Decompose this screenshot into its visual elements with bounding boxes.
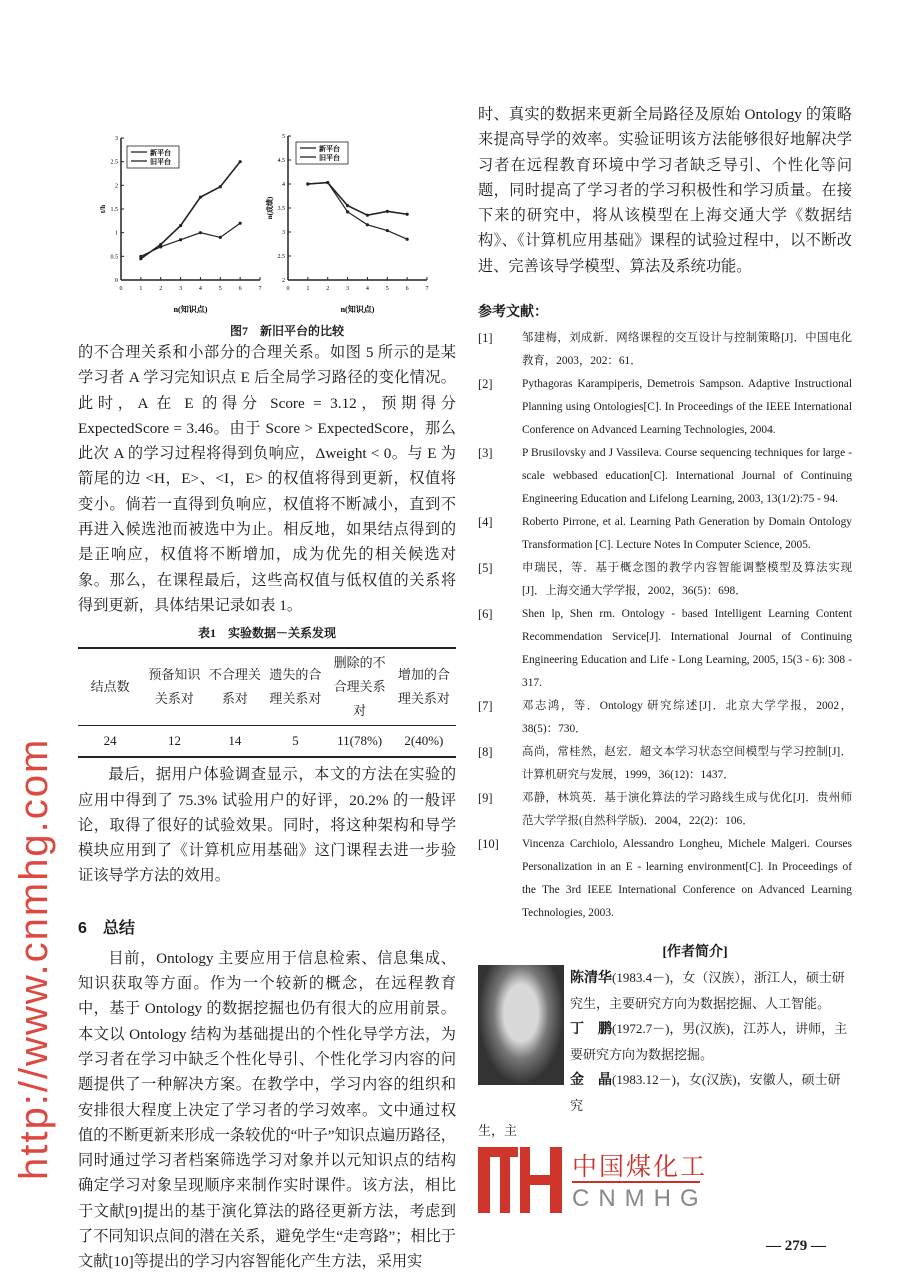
y-tick-label: 3.5 [277, 206, 285, 212]
data-point [239, 160, 242, 163]
reference-number: [9] [478, 791, 493, 806]
page-number: — 279 — [766, 1238, 826, 1254]
x-tick-label: 5 [218, 286, 222, 292]
reference-number: [7] [478, 699, 493, 714]
logo-text-en: CNMHG [572, 1185, 708, 1213]
author-bio-title: [作者简介] [662, 945, 728, 961]
table-header: 结点数 [90, 679, 130, 695]
x-tick-label: 7 [258, 286, 262, 292]
table-cell: 24 [103, 733, 117, 749]
y-axis-label: t/h [99, 204, 107, 214]
reference-item [478, 741, 852, 787]
author-photo [478, 965, 564, 1085]
x-tick-label: 3 [346, 286, 350, 292]
data-point [386, 229, 389, 232]
y-axis-label: n(成绩) [266, 196, 274, 220]
table-cell: 14 [228, 733, 242, 749]
table-cell: 5 [292, 733, 299, 749]
data-point [179, 238, 182, 241]
x-tick-label: 2 [326, 286, 330, 292]
references-list [478, 327, 852, 925]
author-desc: (1983.12－)，女(汉族)，安徽人，硕士研究 [570, 1072, 841, 1114]
watermark: http://www.cnmhg.com [12, 737, 56, 1180]
paragraph: 最后，据用户体验调查显示，本文的方法在实验的应用中得到了 75.3% 试验用户的好评，20.2% 的一般评论，取得了很好的试验效果。同时，将这种架构和导学模块应用到了《计算机应用基础》这门课程去进一步验证该导学方法的效用。 [78, 766, 456, 885]
reference-number: [10] [478, 837, 499, 852]
x-tick-label: 5 [385, 286, 389, 292]
reference-item [478, 695, 852, 741]
legend-label: 旧平台 [319, 154, 340, 162]
data-point [199, 196, 202, 199]
reference-item [478, 327, 852, 373]
figure-caption: 图7 新旧平台的比较 [230, 324, 345, 338]
series-line [141, 162, 240, 259]
reference-text: P Brusilovsky and J Vassileva. Course sequencing techniques for large - scale webbased education[C]. International Journal of Continuing Engineering Education and Lifelong Learning, 2003, 13(1/2):75 - 94. [522, 447, 852, 506]
series-line [308, 183, 407, 216]
author-bio-lines [570, 965, 852, 1118]
y-tick-label: 2.5 [277, 254, 285, 260]
reference-number: [6] [478, 607, 493, 622]
reference-text: 邹建梅，刘成新．网络课程的交互设计与控制策略[J]．中国电化教育，2003，202：61． [522, 332, 852, 368]
x-tick-label: 4 [365, 286, 369, 292]
author-name: 丁 鹏 [570, 1022, 612, 1038]
y-tick-label: 2 [282, 278, 285, 284]
reference-text: 申瑞民，等．基于概念图的教学内容智能调整模型及算法实现[J]．上海交通大学学报，2002，36(5)：698． [522, 562, 852, 598]
table-header: 删除的不合理关系对 [333, 655, 386, 719]
data-point [139, 255, 142, 258]
data-point [199, 231, 202, 234]
x-tick-label: 3 [179, 286, 183, 292]
left-column [78, 340, 456, 1275]
author-name: 陈清华 [570, 971, 612, 987]
x-tick-label: 6 [405, 286, 409, 292]
paragraph: 时、真实的数据来更新全局路径及原始 Ontology 的策略来提高导学的效率。实验证明该方法能够很好地解决学习者在远程教育环境中学习者缺乏导引、个性化等问题，同时提高了学习者的学习积极性和学习质量。在接下来的研究中，将从该模型在上海交通大学《数据结构》、《计算机应用基础》课程的试验过程中，以不断改进、完善该导学模型、算法及系统功能。 [478, 106, 852, 275]
x-tick-label: 2 [159, 286, 163, 292]
legend-label: 旧平台 [150, 158, 171, 166]
author-desc: (1983.4－)，女（汉族），浙江人，硕士研究生，主要研究方向为数据挖掘、人工智能。 [570, 970, 845, 1012]
data-point [179, 224, 182, 227]
table-cell: 12 [167, 733, 181, 749]
data-point [366, 214, 369, 217]
x-tick-label: 4 [198, 286, 202, 292]
reference-number: [5] [478, 561, 493, 576]
reference-item [478, 373, 852, 442]
reference-number: [1] [478, 331, 493, 346]
author-bio-section [478, 965, 852, 1118]
y-tick-label: 0.5 [110, 254, 118, 261]
y-tick-label: 4.5 [277, 158, 285, 164]
section-title: 6 总结 [78, 919, 135, 937]
logo-divider [572, 1181, 700, 1183]
data-point [326, 181, 329, 184]
table-row [78, 726, 456, 758]
x-tick-label: 0 [286, 286, 290, 292]
y-tick-label: 1.5 [110, 207, 118, 213]
y-tick-label: 3 [282, 230, 285, 236]
references-title: 参考文献： [478, 303, 548, 320]
figure-7-charts [95, 130, 455, 340]
reference-item [478, 603, 852, 695]
reference-number: [4] [478, 515, 493, 530]
legend-label: 新平台 [319, 145, 340, 153]
reference-number: [2] [478, 377, 493, 392]
reference-number: [8] [478, 745, 493, 760]
reference-text: Shen lp, Shen rm. Ontology - based Intelligent Learning Content Recommendation Service[J]. International Journal of Continuing Engineering Education and Life - Long Learning, 2005, 15(3 - 6): 308 - 317. [522, 608, 852, 690]
data-point [386, 210, 389, 213]
logo-text-cn: 中国煤化工 [572, 1153, 708, 1182]
x-tick-label: 6 [238, 286, 242, 292]
reference-text: Pythagoras Karampiperis, Demetrois Sampson. Adaptive Instructional Planning using Ontologies[C]. In Proceedings of the IEEE International Conference on Advanced Learning Technologies, 2004. [522, 378, 852, 437]
reference-item [478, 442, 852, 511]
author-desc: (1972.7－)，男(汉族)，江苏人，讲师，主要研究方向为数据挖掘。 [570, 1021, 848, 1063]
series-line [141, 223, 240, 256]
data-point [159, 245, 162, 248]
data-point [239, 222, 242, 225]
table-header: 增加的合理关系对 [397, 667, 450, 707]
y-tick-label: 5 [282, 134, 285, 140]
data-point [306, 182, 309, 185]
table-caption: 表1 实验数据－关系发现 [197, 626, 336, 641]
x-tick-label: 1 [139, 286, 143, 292]
author-bio [570, 965, 852, 1016]
x-tick-label: 1 [306, 286, 310, 292]
data-point [366, 223, 369, 226]
cnmhg-logo [478, 1147, 708, 1213]
y-tick-label: 4 [282, 182, 285, 188]
data-point [219, 185, 222, 188]
results-table [78, 647, 456, 758]
data-point [346, 204, 349, 207]
y-tick-label: 0 [115, 278, 118, 284]
right-column [478, 102, 852, 1213]
data-point [219, 236, 222, 239]
reference-item [478, 833, 852, 925]
data-point [346, 210, 349, 213]
y-tick-label: 2 [115, 183, 118, 190]
data-point [406, 238, 409, 241]
reference-text: 高尚，常桂然，赵宏．超文本学习状态空间模型与学习控制[J]．计算机研究与发展，1999，36(12)：1437． [522, 746, 852, 782]
y-tick-label: 1 [115, 230, 118, 237]
reference-text: Roberto Pirrone, et al. Learning Path Generation by Domain Ontology Transformation [C]. Lecture Notes In Computer Science, 2005. [522, 516, 852, 552]
table-header: 预备知识关系对 [148, 667, 201, 707]
reference-text: 邓志鸿，等．Ontology 研究综述[J]．北京大学学报，2002，38(5)：730． [522, 700, 852, 736]
x-axis-label: n(知识点) [173, 305, 208, 314]
data-point [406, 213, 409, 216]
table-header: 遗失的合理关系对 [269, 667, 322, 707]
paragraph: 目前，Ontology 主要应用于信息检索、信息集成、知识获取等方面。作为一个较新的概念，在远程教育中，基于 Ontology 的数据挖掘也仍有很大的应用前景。本文以 Ontology 结构为基础提出的个性化导学方法，为学习者在学习中缺乏个性化导引、个性化学习内容的问题提供了一种解决方案。在教学中，学习内容的组织和安排很大程度上决定了学习者的学习效率。文中通过权值的不断更新来形成一条较优的“叶子”知识点遍历路径，同时通过学习者档案筛选学习对象并以元知识点的结构确定学习对象呈现顺序来制作实时课件。该方法，相比于文献[9]提出的基于演化算法的路径更新方法，考虑到了不同知识点间的潜在关系，避免学生“走弯路”；相比于文献[10]等提出的学习内容智能化产生方法，采用实 [78, 949, 456, 1271]
reference-item [478, 557, 852, 603]
reference-number: [3] [478, 446, 493, 461]
logo-mark-icon [478, 1147, 563, 1213]
author-bio [570, 1016, 852, 1067]
table-header-row [78, 648, 456, 726]
reference-text: Vincenza Carchiolo, Alessandro Longheu, Michele Malgeri. Courses Personalization in an E - learning environment[C]. In Proceedings of the The 3rd IEEE International Conference on Advanced Learning Technologies, 2003. [522, 838, 852, 920]
table-cell: 2(40%) [404, 733, 444, 749]
author-bio-tail: 生，主 [478, 1123, 518, 1139]
x-axis-label: n(知识点) [340, 305, 375, 314]
x-tick-label: 7 [425, 286, 429, 292]
y-tick-label: 3 [115, 136, 118, 142]
author-bio [570, 1067, 852, 1118]
x-tick-label: 0 [119, 286, 123, 292]
legend-label: 新平台 [150, 149, 171, 157]
table-cell: 11(78%) [337, 733, 383, 749]
reference-text: 邓静，林筑英．基于演化算法的学习路线生成与优化[J]．贵州师范大学学报(自然科学版)．2004，22(2)：106． [522, 792, 852, 828]
reference-item [478, 787, 852, 833]
paragraph: 的不合理关系和小部分的合理关系。如图 5 所示的是某学习者 A 学习完知识点 E 后全局学习路径的变化情况。此时，A 在 E 的得分 Score = 3.12，预期得分 ExpectedScore = 3.46。由于 Score > ExpectedScore，那么此次 A 的学习过程将得到负响应，Δweight < 0。与 E 为箭尾的边 <H，E>、<I，E> 的权值将得到更新，权值将变小。倘若一直得到负响应，权值将不断减小，直到不再进入候选池而被选中为止。相反地，如果结点得到的是正响应，权值将不断增加，成为优先的相关候选对象。那么，在课程最后，这些高权值与低权值的关系将得到更新，具体结果记录如表 1。 [78, 344, 456, 614]
author-name: 金 晶 [570, 1073, 612, 1089]
y-tick-label: 2.5 [110, 159, 118, 166]
table-header: 不合理关系对 [208, 667, 261, 707]
reference-item [478, 511, 852, 557]
